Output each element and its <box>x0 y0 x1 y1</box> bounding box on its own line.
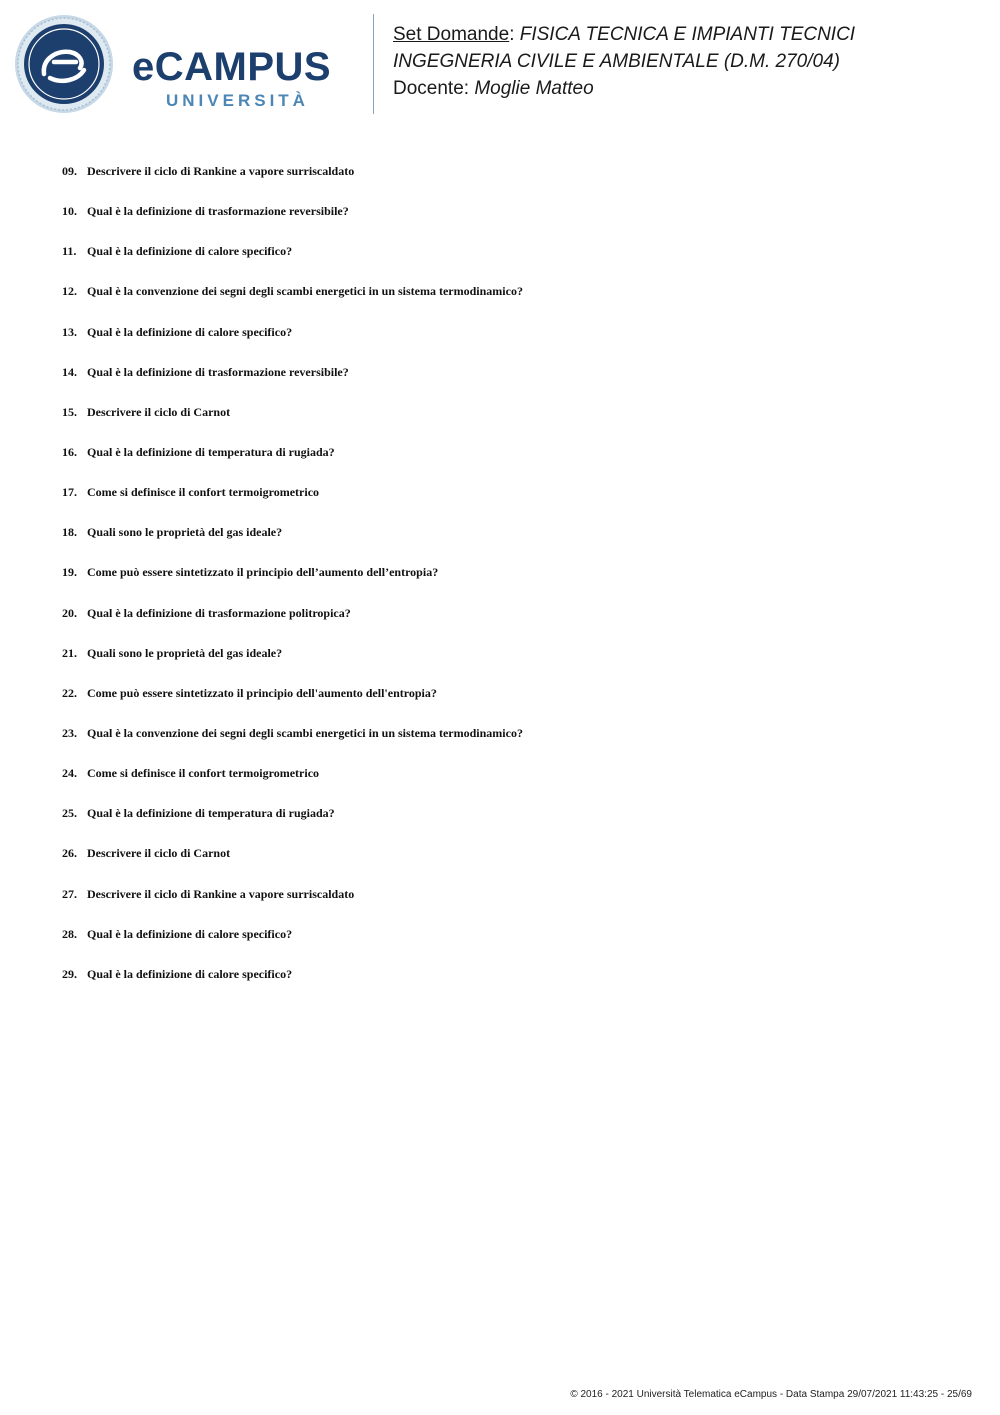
question-number: 14. <box>62 364 77 379</box>
question-number: 19. <box>62 565 77 580</box>
logo-wordmark-main: eCAMPUS <box>132 45 332 89</box>
question-item <box>62 563 942 603</box>
question-item <box>62 844 942 884</box>
question-number: 28. <box>62 926 77 941</box>
question-text: Descrivere il ciclo di Rankine a vapore surriscaldato <box>87 164 355 178</box>
question-number: 25. <box>62 806 77 821</box>
question-text: Descrivere il ciclo di Rankine a vapore surriscaldato <box>87 886 355 901</box>
question-number: 10. <box>62 204 77 219</box>
question-item <box>62 202 942 242</box>
question-number: 11. <box>62 244 77 259</box>
question-number: 12. <box>62 284 77 299</box>
question-item <box>62 684 942 724</box>
question-number: 21. <box>62 645 77 660</box>
question-number: 27. <box>62 886 77 901</box>
question-text: Qual è la definizione di calore specifico? <box>87 244 293 259</box>
question-item <box>62 965 942 1005</box>
question-item <box>62 282 942 322</box>
question-number: 20. <box>62 605 77 620</box>
question-text: Descrivere il ciclo di Carnot <box>87 404 231 419</box>
question-item <box>62 925 942 965</box>
question-text: Qual è la definizione di trasformazione politropica? <box>87 605 351 620</box>
question-text: Come può essere sintetizzato il principio dell'aumento dell'entropia? <box>87 685 437 700</box>
question-number: 09. <box>62 164 77 178</box>
question-number: 26. <box>62 846 77 861</box>
question-item <box>62 764 942 804</box>
question-number: 22. <box>62 685 77 700</box>
question-item <box>62 885 942 925</box>
question-number: 13. <box>62 324 77 339</box>
course-header <box>393 21 855 102</box>
question-text: Qual è la definizione di calore specifico? <box>87 966 293 981</box>
question-text: Qual è la definizione di temperatura di rugiada? <box>87 444 335 459</box>
ecampus-wordmark-logo <box>130 36 360 116</box>
question-number: 17. <box>62 485 77 500</box>
teacher-name: Moglie Matteo <box>474 78 594 99</box>
question-text: Quali sono le proprietà del gas ideale? <box>87 645 283 660</box>
question-item <box>62 724 942 764</box>
question-item <box>62 483 942 523</box>
question-text: Qual è la definizione di calore specifico? <box>87 324 293 339</box>
set-domande-label: Set Domande <box>393 24 510 45</box>
course-name: FISICA TECNICA E IMPIANTI TECNICI <box>519 24 856 45</box>
question-number: 18. <box>62 525 77 540</box>
question-text: Quali sono le proprietà del gas ideale? <box>87 525 283 540</box>
set-domande-colon: : <box>509 24 515 45</box>
question-number: 23. <box>62 725 77 740</box>
teacher-label: Docente: <box>393 78 470 99</box>
question-text: Qual è la definizione di trasformazione reversibile? <box>87 364 349 379</box>
question-number: 15. <box>62 404 77 419</box>
question-item <box>62 443 942 483</box>
question-text: Qual è la definizione di temperatura di rugiada? <box>87 806 335 821</box>
question-item <box>62 363 942 403</box>
question-number: 16. <box>62 444 77 459</box>
question-text: Qual è la definizione di calore specifico? <box>87 926 293 941</box>
ecampus-seal-logo <box>14 14 114 114</box>
question-item <box>62 644 942 684</box>
page-footer: © 2016 - 2021 Università Telematica eCampus - Data Stampa 29/07/2021 11:43:25 - 25/69 <box>570 1389 972 1400</box>
question-item <box>62 242 942 282</box>
question-list <box>62 162 942 1005</box>
question-number: 29. <box>62 966 77 981</box>
question-text: Descrivere il ciclo di Carnot <box>87 846 231 861</box>
question-text: Come si definisce il confort termoigrometrico <box>87 485 320 500</box>
question-item <box>62 162 942 202</box>
question-text: Qual è la definizione di trasformazione reversibile? <box>87 204 349 219</box>
question-text: Qual è la convenzione dei segni degli scambi energetici in un sistema termodinamico? <box>87 725 523 740</box>
course-degree: INGEGNERIA CIVILE E AMBIENTALE (D.M. 270/04) <box>393 51 840 72</box>
header-divider <box>373 14 374 114</box>
question-text: Come può essere sintetizzato il principio dell’aumento dell’entropia? <box>87 565 439 580</box>
question-number: 24. <box>62 766 77 781</box>
question-text: Come si definisce il confort termoigrometrico <box>87 766 320 781</box>
question-item <box>62 403 942 443</box>
question-item <box>62 323 942 363</box>
question-item <box>62 523 942 563</box>
question-text: Qual è la convenzione dei segni degli scambi energetici in un sistema termodinamico? <box>87 284 523 299</box>
question-item <box>62 604 942 644</box>
teacher-line <box>393 75 855 102</box>
course-title-line <box>393 21 855 48</box>
logo-wordmark-sub: UNIVERSITÀ <box>166 91 309 110</box>
question-item <box>62 804 942 844</box>
page-header <box>0 0 1000 125</box>
